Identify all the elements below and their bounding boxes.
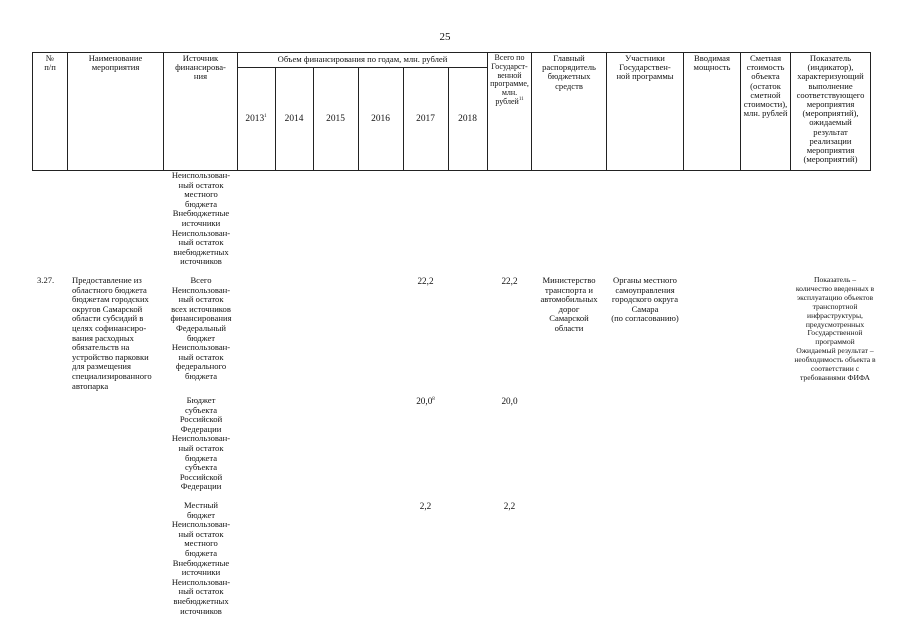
carryover-sources: Неиспользован- ный остаток местного бюджета Внебюджетные источники Неиспользован- ный остаток внебюджетных источников <box>171 170 231 267</box>
header-volume: Объем финансирования по годам, млн. рублей <box>277 54 448 64</box>
header-name: Наименование мероприятия <box>88 53 143 73</box>
header-capacity: Вводимая мощность <box>693 53 731 73</box>
row-participants: Органы местного самоуправления городского округа Самара (по согласованию) <box>611 275 679 324</box>
header-participants: Участники Государствен- ной программы <box>616 53 674 82</box>
row-indicator: Показатель – количество введенных в эксплуатацию объектов транспортной инфраструктуры, предусмотренных Государственной программой Ожидаемый результат – необходимость объекта в соответствии с требованиями ФИФА <box>794 275 876 382</box>
col-border <box>870 52 871 170</box>
sources-block-local: Местный бюджет Неиспользован- ный остаток местного бюджета Внебюджетные источники Неиспользован- ный остаток внебюджетных источников <box>171 500 231 616</box>
header-year-2017: 2017 <box>416 114 435 124</box>
sources-block-total-federal: Всего Неиспользован- ный остаток всех источников финансирования Федеральный бюджет Неиспользован- ный остаток федерального бюджета <box>170 275 232 381</box>
value-total-local: 2,2 <box>503 501 516 511</box>
row-number: 3.27. <box>37 275 55 285</box>
row-manager: Министерство транспорта и автомобильных дорог Самарской области <box>540 275 598 333</box>
value-2017-total: 22,2 <box>417 276 434 286</box>
header-total: Всего по Государст- венной программе, млн. рублей$^{11}$ <box>490 53 529 106</box>
header-year-2016: 2016 <box>371 114 390 124</box>
table-top-border <box>32 52 871 53</box>
page-number: 25 <box>439 31 451 43</box>
value-total-regional: 20,0 <box>501 396 518 406</box>
header-indicator: Показатель (индикатор), характеризующий выполнение соответствующего мероприятия (мероприятий), ожидаемый результат реализации мероприятия (мероприятий) <box>796 53 865 165</box>
header-manager: Главный распорядитель бюджетных средств <box>542 53 596 91</box>
header-num: № п/п <box>44 53 56 73</box>
value-2017-regional: 20,0$^8$ <box>416 396 435 406</box>
header-year-2015: 2015 <box>326 114 345 124</box>
header-estimate: Сметная стоимость объекта (остаток сметной стоимости), млн. рублей <box>743 53 788 119</box>
header-year-2014: 2014 <box>284 114 304 124</box>
header-source: Источник финансирова- ния <box>175 53 226 82</box>
sources-block-regional: Бюджет субъекта Российской Федерации Неиспользован- ный остаток бюджета субъекта Российской Федерации <box>171 395 231 492</box>
header-year-2018: 2018 <box>458 114 477 124</box>
value-2017-local: 2,2 <box>419 501 432 511</box>
header-year-2013: 2013$^1$ <box>245 114 267 124</box>
row-name: Предоставление из областного бюджета бюджетам городских округов Самарской области субсидий в целях софинансиро- вания расходных обязательств на устройство парковки для размещения специализированного автопарка <box>72 275 152 391</box>
table-header-bottom-border <box>32 170 871 171</box>
col-border <box>237 52 238 170</box>
value-total-total: 22,2 <box>501 276 518 286</box>
